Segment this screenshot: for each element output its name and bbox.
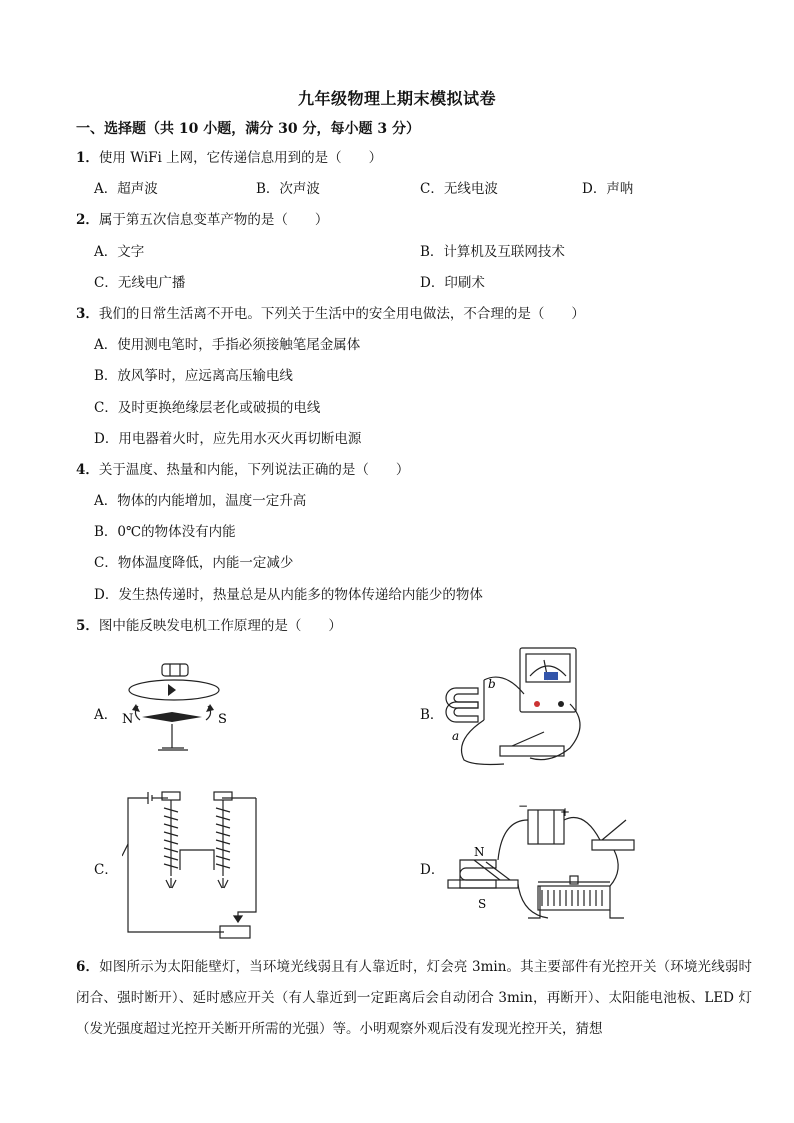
- fig-label-a: A．: [94, 707, 118, 723]
- figure-d-motor: [442, 800, 642, 936]
- q2-option-a: A．文字: [94, 244, 145, 260]
- q1-option-b: B．次声波: [256, 181, 320, 197]
- page-title: 九年级物理上期末模拟试卷: [297, 89, 496, 108]
- question-text: 使用 WiFi 上网，它传递信息用到的是（ ）: [98, 150, 383, 166]
- fig-label-d: D．: [420, 862, 445, 878]
- question-text: 我们的日常生活离不开电。下列关于生活中的安全用电做法，不合理的是（ ）: [98, 306, 585, 322]
- question-number: 1．: [76, 150, 99, 166]
- south-pole-label: S: [218, 712, 227, 727]
- q1-option-c: C．无线电波: [420, 181, 498, 197]
- q4-option-c: C．物体温度降低，内能一定减少: [94, 555, 294, 571]
- q3-option-b: B．放风筝时，应远离高压输电线: [94, 368, 293, 384]
- q3-option-a: A．使用测电笔时，手指必须接触笔尾金属体: [94, 337, 361, 353]
- question-4: [76, 458, 409, 478]
- section-heading: 一、选择题（共 10 小题，满分 30 分，每小题 3 分）: [76, 121, 420, 137]
- q3-option-d: D．用电器着火时，应先用水灭火再切断电源: [94, 431, 362, 447]
- question-3: [76, 302, 585, 322]
- battery-minus-label: −: [518, 800, 529, 813]
- wire-end-a-label: a: [452, 729, 460, 743]
- q4-option-b: B．0℃的物体没有内能: [94, 524, 236, 540]
- question-number: 2．: [76, 212, 99, 228]
- d-south-label: S: [478, 897, 487, 911]
- question-text: 图中能反映发电机工作原理的是（ ）: [98, 618, 342, 634]
- figure-c-electromagnets: [122, 788, 262, 944]
- question-text: 关于温度、热量和内能，下列说法正确的是（ ）: [98, 462, 410, 478]
- question-text: 如图所示为太阳能壁灯，当环境光线弱且有人靠近时，灯会亮 3min。其主要部件有光控开关（环境光线弱时闭合、强时断开）、延时感应开关（有人靠近到一定距离后会自动闭合 3min，再断开）、太阳能电池板、LED 灯（发光强度超过光控开关断开所需的光强）等。小明观察外观后没有发现光控开关，猜想: [76, 959, 752, 1037]
- question-number: 5．: [76, 618, 99, 634]
- figure-a-oersted: [112, 660, 242, 760]
- question-text: 属于第五次信息变革产物的是（ ）: [98, 212, 329, 228]
- q3-option-c: C．及时更换绝缘层老化或破损的电线: [94, 400, 321, 416]
- question-2: [76, 208, 328, 228]
- question-5: [76, 614, 342, 634]
- q2-option-b: B．计算机及互联网技术: [420, 244, 565, 260]
- question-number: 3．: [76, 306, 99, 322]
- fig-label-b: B．: [420, 707, 444, 723]
- d-north-label: N: [474, 845, 485, 859]
- q1-option-d: D．声呐: [582, 181, 634, 197]
- question-1: [76, 146, 382, 166]
- figure-b-induction: [440, 646, 600, 776]
- q2-option-c: C．无线电广播: [94, 275, 186, 291]
- q1-option-a: A．超声波: [94, 181, 158, 197]
- question-number: 4．: [76, 462, 99, 478]
- q4-option-a: A．物体的内能增加，温度一定升高: [94, 493, 307, 509]
- q4-option-d: D．发生热传递时，热量总是从内能多的物体传递给内能少的物体: [94, 587, 483, 603]
- north-pole-label: N: [122, 712, 134, 727]
- q2-option-d: D．印刷术: [420, 275, 485, 291]
- question-6: [76, 952, 752, 1045]
- wire-end-b-label: b: [488, 677, 496, 691]
- fig-label-c: C．: [94, 862, 118, 878]
- battery-plus-label: +: [560, 805, 571, 819]
- question-number: 6．: [76, 959, 100, 975]
